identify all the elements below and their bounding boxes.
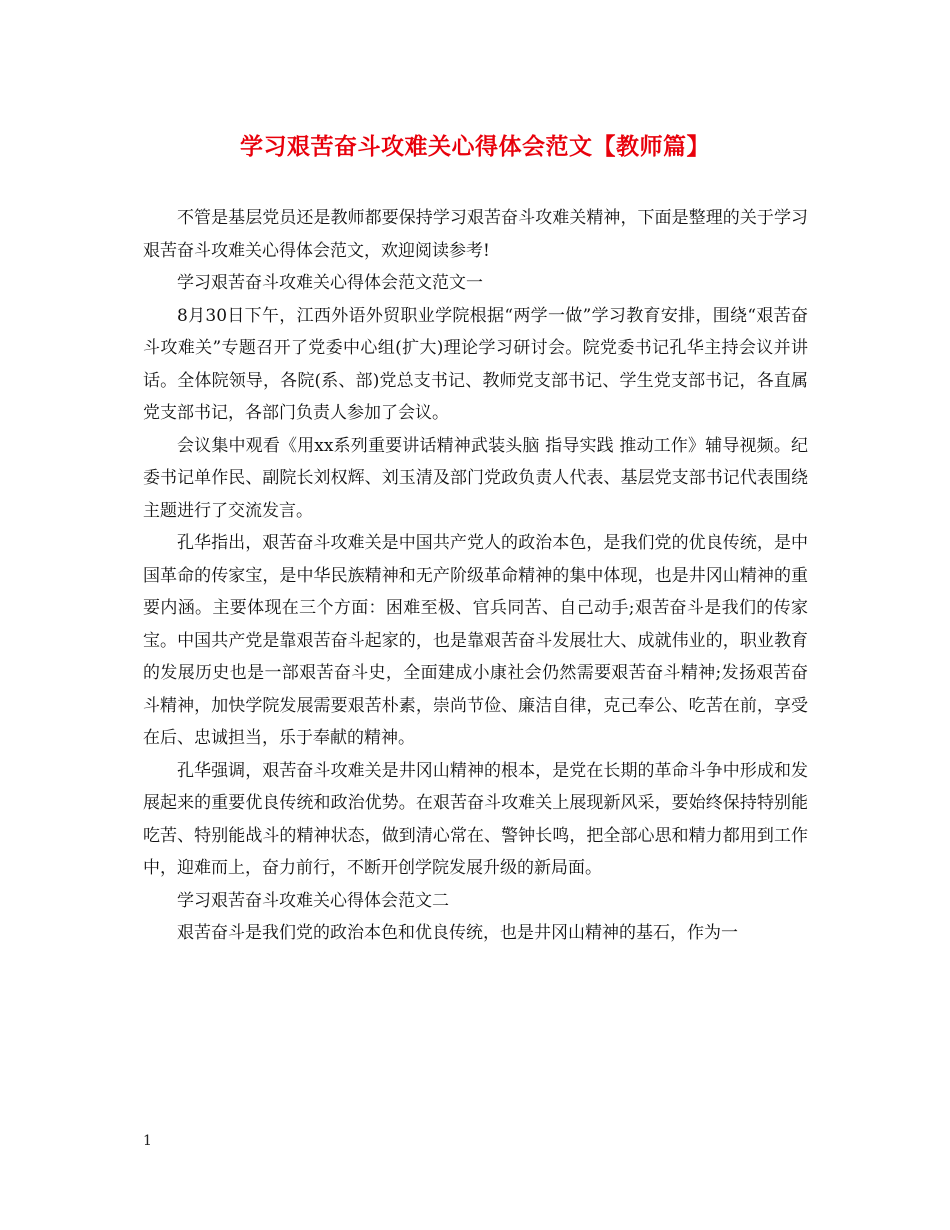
paragraph: 孔华强调，艰苦奋斗攻难关是井冈山精神的根本，是党在长期的革命斗争中形成和发展起来的重要优良传统和政治优势。在艰苦奋斗攻难关上展现新风采，要始终保持特别能吃苦、特别能战斗的精神状态，做到清心常在、警钟长鸣，把全部心思和精力都用到工作中，迎难而上，奋力前行，不断开创学院发展升级的新局面。 [143, 760, 808, 878]
page-number: 1 [143, 1133, 152, 1149]
section-heading-1: 学习艰苦奋斗攻难关心得体会范文范文一 [177, 273, 483, 293]
document-title: 学习艰苦奋斗攻难关心得体会范文【教师篇】 [240, 133, 710, 160]
paragraph: 会议集中观看《用xx系列重要讲话精神武装头脑 指导实践 推动工作》辅导视频。纪委书记单作民、副院长刘权辉、刘玉清及部门党政负责人代表、基层党支部书记代表围绕主题进行了交流发言。 [143, 435, 808, 521]
paragraph: 艰苦奋斗是我们党的政治本色和优良传统，也是井冈山精神的基石，作为一 [177, 923, 738, 943]
section-heading-2: 学习艰苦奋斗攻难关心得体会范文二 [177, 890, 449, 911]
paragraph-intro: 不管是基层党员还是教师都要保持学习艰苦奋斗攻难关精神，下面是整理的关于学习艰苦奋斗攻难关心得体会范文，欢迎阅读参考! [143, 208, 808, 261]
document-body [143, 202, 808, 950]
paragraph: 8月30日下午，江西外语外贸职业学院根据“两学一做”学习教育安排，围绕“艰苦奋斗攻难关”专题召开了党委中心组(扩大)理论学习研讨会。院党委书记孔华主持会议并讲话。全体院领导，各院(系、部)党总支书记、教师党支部书记、学生党支部书记，各直属党支部书记，各部门负责人参加了会议。 [143, 305, 808, 423]
paragraph: 孔华指出，艰苦奋斗攻难关是中国共产党人的政治本色，是我们党的优良传统，是中国革命的传家宝，是中华民族精神和无产阶级革命精神的集中体现，也是井冈山精神的重要内涵。主要体现在三个方面：困难至极、官兵同苦、自己动手;艰苦奋斗是我们的传家宝。中国共产党是靠艰苦奋斗起家的，也是靠艰苦奋斗发展壮大、成就伟业的，职业教育的发展历史也是一部艰苦奋斗史，全面建成小康社会仍然需要艰苦奋斗精神;发扬艰苦奋斗精神，加快学院发展需要艰苦朴素，崇尚节俭、廉洁自律，克己奉公、吃苦在前，享受在后、忠诚担当，乐于奉献的精神。 [143, 533, 808, 748]
